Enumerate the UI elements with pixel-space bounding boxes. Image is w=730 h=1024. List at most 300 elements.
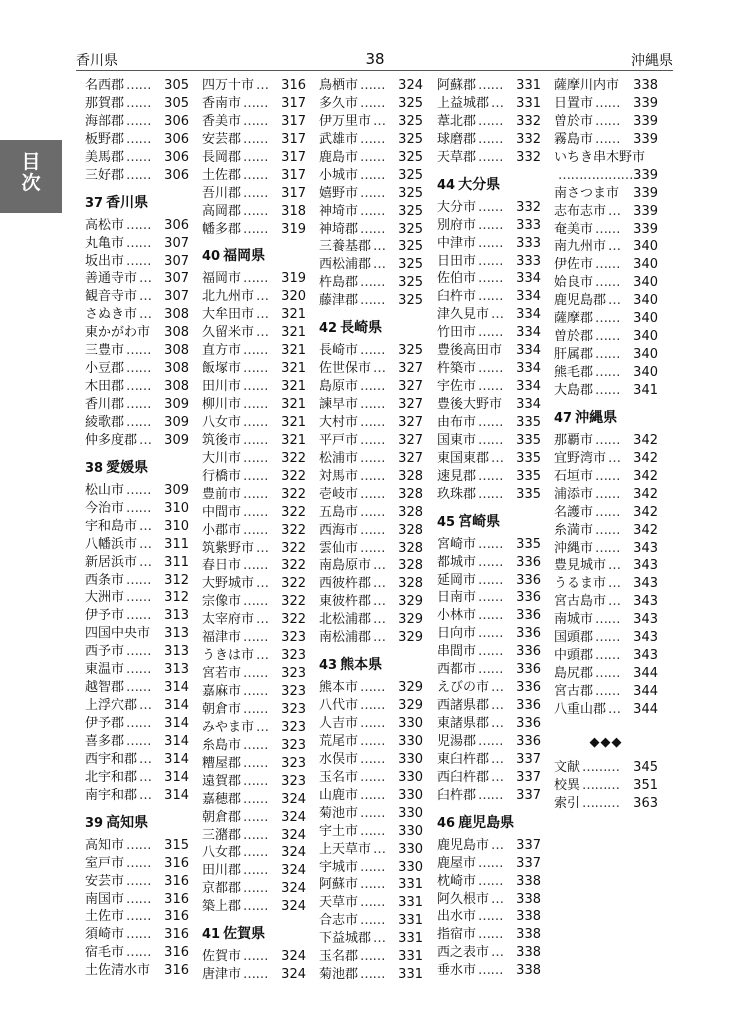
entry-page-number: 339	[633, 113, 658, 129]
toc-entry	[437, 944, 541, 962]
entry-page-number: 324	[281, 949, 306, 965]
entry-page-number: 334	[516, 343, 541, 359]
entry-page-number: 334	[516, 379, 541, 395]
toc-entry	[319, 876, 423, 894]
entry-page-number: 340	[633, 293, 658, 309]
toc-entry	[437, 414, 541, 432]
leader-dots: …	[491, 307, 504, 323]
leader-dots: ……	[595, 486, 620, 502]
entry-page-number: 343	[633, 648, 658, 664]
leader-dots: ……	[126, 131, 151, 147]
leader-dots: ……	[360, 185, 385, 201]
leader-dots: ……	[126, 217, 151, 233]
entry-name: 諫早市	[319, 397, 359, 412]
prefecture-name: 福岡県	[223, 248, 266, 265]
toc-entry	[437, 235, 541, 253]
toc-entry	[85, 306, 189, 324]
toc-entry	[202, 844, 306, 862]
leader-dots: ……	[478, 536, 503, 552]
prefecture-heading	[437, 509, 541, 536]
entry-page-number: 306	[164, 167, 189, 183]
entry-page-number: 323	[281, 666, 306, 682]
toc-entry	[437, 837, 541, 855]
entry-page-number: 319	[281, 221, 306, 237]
entry-page-number: 337	[516, 751, 541, 767]
leader-dots: ……	[243, 773, 268, 789]
entry-name: 宗像市	[202, 594, 242, 610]
leader-dots: ……	[126, 149, 151, 165]
toc-entry	[554, 450, 658, 468]
entry-name: 姶良市	[554, 275, 594, 291]
toc-entry	[437, 288, 541, 306]
entry-name: 福岡市	[202, 271, 242, 287]
entry-name: うきは市	[202, 648, 255, 664]
toc-entry	[437, 342, 541, 360]
prefecture-number: 38	[85, 460, 104, 476]
entry-page-number: 322	[281, 486, 306, 502]
entry-name: 唐津市	[202, 967, 242, 983]
entry-name: 中頭郡	[554, 648, 594, 664]
toc-entry	[319, 859, 423, 877]
leader-dots: ……	[360, 949, 385, 965]
entry-name: 石垣市	[554, 468, 594, 484]
entry-name: 北松浦郡	[319, 612, 372, 628]
entry-page-number: 329	[398, 630, 423, 646]
entry-name: 大川市	[202, 450, 242, 466]
leader-dots: ……	[243, 899, 268, 915]
entry-page-number: 324	[281, 791, 306, 807]
leader-dots: ……	[243, 881, 268, 897]
leader-dots: ……	[595, 347, 620, 363]
leader-dots: ……	[478, 325, 503, 341]
leader-dots: …	[373, 841, 386, 857]
entry-page-number: 322	[281, 594, 306, 610]
toc-entry	[319, 751, 423, 769]
entry-page-number: 312	[164, 572, 189, 588]
toc-entry	[437, 572, 541, 590]
entry-name: 葦北郡	[437, 113, 477, 129]
entry-page-number: 336	[516, 644, 541, 660]
toc-entry	[319, 468, 423, 486]
entry-name: 玖珠郡	[437, 486, 477, 502]
entry-name: 丸亀市	[85, 235, 125, 251]
entry-page-number: 308	[164, 379, 189, 395]
entry-page-number: 316	[164, 909, 189, 925]
entry-page-number: 330	[398, 716, 423, 731]
leader-dots: ……	[478, 289, 503, 305]
toc-entry	[85, 167, 189, 185]
entry-page-number: 321	[281, 414, 306, 430]
leader-dots: ……	[243, 343, 268, 359]
leader-dots: ……	[243, 167, 268, 183]
entry-page-number: 334	[516, 271, 541, 287]
entry-name: 東臼杵郡	[437, 751, 490, 767]
leader-dots: ……	[243, 185, 268, 201]
prefecture-heading	[437, 810, 541, 837]
toc-entry	[437, 661, 541, 679]
entry-name: 西臼杵郡	[437, 769, 490, 785]
entry-page-number: 330	[398, 859, 423, 875]
entry-page-number: 306	[164, 131, 189, 147]
entry-page-number: 331	[516, 78, 541, 93]
entry-name: 西諸県郡	[437, 698, 490, 714]
entry-name: 西松浦郡	[319, 257, 372, 273]
entry-page-number: 334	[516, 325, 541, 341]
entry-name: 薩摩郡	[554, 311, 594, 327]
entry-name: 南さつま市	[554, 185, 620, 201]
leader-dots: ……	[360, 895, 385, 911]
entry-name: 伊万里市	[319, 113, 372, 129]
header-rule	[76, 70, 673, 71]
leader-dots: ……	[126, 733, 151, 749]
leader-dots: ……	[360, 414, 385, 430]
entry-name: 大島郡	[554, 382, 594, 398]
toc-entry	[202, 131, 306, 149]
toc-entry	[437, 589, 541, 607]
entry-page-number: 323	[281, 648, 306, 664]
leader-dots: ……	[243, 863, 268, 879]
leader-dots: …	[139, 787, 152, 803]
leader-dots: ……	[478, 131, 503, 147]
entry-name: 嬉野市	[319, 185, 359, 201]
toc-entry	[437, 217, 541, 235]
entry-name: さぬき市	[85, 307, 138, 323]
toc-entry	[319, 715, 423, 733]
toc-entry	[437, 324, 541, 342]
toc-entry	[85, 500, 189, 518]
entry-name: 天草市	[319, 895, 359, 911]
prefecture-number: 45	[437, 514, 456, 530]
leader-dots: ……	[126, 891, 151, 907]
leader-dots: …	[139, 271, 152, 287]
leader-dots: ……	[595, 432, 620, 448]
entry-name: 大牟田市	[202, 307, 255, 323]
entry-name: 豊見城市	[554, 558, 607, 574]
entry-page-number: 343	[633, 612, 658, 628]
entry-name: 国東市	[437, 432, 477, 448]
toc-entry	[437, 962, 541, 980]
entry-name: 臼杵郡	[437, 787, 477, 803]
entry-name: 佐賀市	[202, 949, 242, 965]
entry-page-number: 328	[398, 540, 423, 556]
toc-entry	[554, 77, 658, 95]
leader-dots: ……	[595, 131, 620, 147]
entry-name: 朝倉市	[202, 701, 242, 717]
entry-page-number: 336	[516, 680, 541, 696]
entry-page-number: 322	[281, 522, 306, 538]
leader-dots: ……	[360, 751, 385, 767]
toc-entry	[202, 701, 306, 719]
entry-name: 下益城郡	[319, 931, 372, 947]
entry-page-number: 316	[164, 945, 189, 961]
leader-dots: ……	[360, 540, 385, 556]
entry-page-number: 329	[398, 594, 423, 610]
leader-dots: ……	[360, 733, 385, 749]
leader-dots: ……	[243, 827, 268, 843]
toc-entry	[554, 759, 658, 777]
entry-page-number: 307	[164, 235, 189, 251]
entry-page-number: 334	[516, 289, 541, 305]
leader-dots: …	[491, 891, 504, 907]
header-right-prefecture: 沖縄県	[631, 53, 673, 69]
toc-entry	[85, 288, 189, 306]
toc-entry	[554, 346, 658, 364]
entry-page-number: 316	[164, 891, 189, 907]
leader-dots: ……	[478, 554, 503, 570]
entry-page-number: 325	[398, 275, 423, 291]
entry-name: 神埼市	[319, 203, 359, 219]
entry-name: 東彼杵郡	[319, 594, 372, 610]
leader-dots: ……	[478, 909, 503, 925]
leader-dots: ……	[243, 737, 268, 753]
entry-page-number: 351	[633, 777, 658, 793]
leader-dots: ……	[243, 203, 268, 219]
toc-entry	[319, 274, 423, 292]
entry-page-number: 314	[164, 698, 189, 714]
toc-entry	[554, 593, 658, 611]
leader-dots: ……	[126, 397, 151, 412]
entry-page-number: 363	[633, 795, 658, 811]
entry-page-number: 314	[164, 716, 189, 731]
entry-name: 土佐清水市	[85, 963, 151, 979]
leader-dots: …	[256, 719, 269, 735]
entry-page-number: 331	[398, 877, 423, 893]
leader-dots: …	[139, 751, 152, 767]
entry-name: 糸満市	[554, 522, 594, 538]
leader-dots: ……	[126, 590, 151, 606]
leader-dots: ……	[126, 909, 151, 925]
entry-name: 島尻郡	[554, 666, 594, 682]
toc-entry	[202, 468, 306, 486]
toc-entry	[319, 966, 423, 984]
toc-entry	[85, 518, 189, 536]
entry-name: 天草郡	[437, 149, 477, 165]
entry-name: 飯塚市	[202, 361, 242, 377]
entry-name: 上天草市	[319, 841, 372, 857]
entry-name: 宇和島市	[85, 518, 138, 534]
toc-entry	[554, 777, 658, 795]
prefecture-number: 40	[202, 249, 221, 265]
toc-entry	[85, 751, 189, 769]
entry-page-number: 316	[164, 963, 189, 979]
entry-page-number: 343	[633, 630, 658, 646]
toc-entry	[202, 791, 306, 809]
leader-dots: …	[139, 536, 152, 552]
entry-page-number: 336	[516, 590, 541, 606]
entry-page-number: 338	[633, 78, 658, 93]
entry-page-number: 328	[398, 558, 423, 574]
entry-name: 肝属郡	[554, 347, 594, 363]
entry-name: 伊予郡	[85, 716, 125, 731]
toc-entry	[437, 360, 541, 378]
entry-page-number: 324	[281, 899, 306, 915]
entry-page-number: 340	[633, 347, 658, 363]
entry-page-number: 325	[398, 185, 423, 201]
entry-name: 多久市	[319, 95, 359, 111]
toc-entry	[85, 908, 189, 926]
entry-name: 八幡浜市	[85, 536, 138, 552]
toc-entry	[554, 221, 658, 239]
leader-dots: …	[491, 837, 504, 853]
leader-dots: ……	[595, 311, 620, 327]
entry-name: 長崎市	[319, 343, 359, 359]
entry-name: 遠賀郡	[202, 773, 242, 789]
leader-dots: …	[139, 307, 152, 323]
entry-page-number: 338	[516, 963, 541, 979]
entry-page-number: 330	[398, 841, 423, 857]
entry-name: 糸島市	[202, 737, 242, 753]
header-left-prefecture: 香川県	[76, 53, 118, 69]
entry-name: 佐伯市	[437, 271, 477, 287]
toc-entry	[554, 149, 658, 167]
leader-dots: ……	[478, 626, 503, 642]
toc-entry	[202, 270, 306, 288]
entry-page-number: 316	[164, 927, 189, 943]
toc-entry	[437, 643, 541, 661]
toc-entry	[85, 482, 189, 500]
toc-entry	[202, 342, 306, 360]
toc-entry	[85, 95, 189, 113]
entry-page-number: 333	[516, 235, 541, 251]
entry-name: 沖縄市	[554, 540, 594, 556]
entry-page-number: 329	[398, 698, 423, 714]
entry-page-number: 324	[281, 967, 306, 983]
toc-entry	[554, 382, 658, 400]
entry-name: 日田市	[437, 253, 477, 269]
leader-dots: …	[373, 558, 386, 574]
leader-dots: ……	[595, 257, 620, 273]
leader-dots: ……	[595, 540, 620, 556]
entry-page-number: 343	[633, 594, 658, 610]
toc-entry	[202, 203, 306, 221]
entry-name: 平戸市	[319, 432, 359, 448]
toc-entry	[437, 199, 541, 217]
toc-entry	[202, 221, 306, 239]
entry-name: 球磨郡	[437, 131, 477, 147]
toc-entry	[85, 378, 189, 396]
toc-entry	[554, 292, 658, 310]
leader-dots: ……	[360, 967, 385, 983]
toc-entry	[85, 926, 189, 944]
entry-name: 築上郡	[202, 899, 242, 915]
entry-name: 土佐郡	[202, 167, 242, 183]
toc-entry	[319, 256, 423, 274]
toc-entry	[202, 557, 306, 575]
entry-name: 熊本市	[319, 680, 359, 696]
toc-entry	[437, 536, 541, 554]
entry-name: 延岡市	[437, 572, 477, 588]
leader-dots: ……	[360, 468, 385, 484]
entry-page-number: 342	[633, 468, 658, 484]
toc-entry	[202, 773, 306, 791]
entry-page-number: 336	[516, 572, 541, 588]
entry-name: 玉名郡	[319, 949, 359, 965]
entry-page-number: 335	[516, 468, 541, 484]
leader-dots: ……	[478, 149, 503, 165]
toc-entry	[319, 557, 423, 575]
entry-name: 津久見市	[437, 307, 490, 323]
leader-dots: ……	[478, 432, 503, 448]
toc-entry	[85, 787, 189, 805]
toc-entry	[202, 611, 306, 629]
entry-page-number: 322	[281, 504, 306, 520]
leader-dots: …	[608, 576, 621, 592]
entry-page-number: 338	[516, 927, 541, 943]
entry-name: 三好郡	[85, 167, 125, 183]
toc-entry	[202, 665, 306, 683]
entry-page-number: 334	[516, 307, 541, 323]
leader-dots: …	[491, 751, 504, 767]
prefecture-heading	[202, 243, 306, 270]
entry-page-number: 308	[164, 325, 189, 341]
leader-dots: …	[256, 307, 269, 323]
toc-entry	[85, 554, 189, 572]
entry-page-number: 322	[281, 468, 306, 484]
leader-dots: …	[256, 648, 269, 664]
entry-name: 浦添市	[554, 486, 594, 502]
entry-page-number: 322	[281, 450, 306, 466]
entry-name: 板野郡	[85, 131, 125, 147]
leader-dots: ……	[478, 414, 503, 430]
toc-entry	[319, 522, 423, 540]
entry-page-number: 316	[164, 855, 189, 871]
leader-dots: ……	[478, 662, 503, 678]
entry-name: 小郡市	[202, 522, 242, 538]
entry-page-number: 337	[516, 837, 541, 853]
leader-dots: ……	[360, 379, 385, 395]
leader-dots: ……	[360, 149, 385, 165]
entry-page-number: 335	[516, 414, 541, 430]
entry-name: 宮若市	[202, 666, 242, 682]
entry-page-number: 339	[633, 221, 658, 237]
leader-dots: ……	[243, 791, 268, 807]
prefecture-name: 愛媛県	[106, 459, 149, 476]
leader-dots: …	[373, 113, 386, 129]
entry-name: 鳥栖市	[319, 78, 359, 93]
leader-dots: ……	[360, 203, 385, 219]
toc-entry	[437, 253, 541, 271]
entry-name: 室戸市	[85, 855, 125, 871]
entry-name: 須崎市	[85, 927, 125, 943]
leader-dots: ………	[582, 795, 620, 811]
toc-entry	[437, 149, 541, 167]
leader-dots: ……	[243, 684, 268, 699]
entry-name: 都城市	[437, 554, 477, 570]
entry-name: 観音寺市	[85, 289, 138, 305]
entry-name: 由布市	[437, 414, 477, 430]
leader-dots: ……	[243, 504, 268, 520]
toc-entry	[437, 769, 541, 787]
toc-entry	[319, 77, 423, 95]
leader-dots: ……	[126, 927, 151, 943]
leader-dots: ……	[595, 684, 620, 699]
leader-dots: ……	[243, 221, 268, 237]
toc-entry	[85, 77, 189, 95]
toc-entry	[554, 131, 658, 149]
entry-page-number: 338	[516, 873, 541, 889]
entry-name: 嘉麻市	[202, 684, 242, 699]
leader-dots: ……	[243, 379, 268, 395]
entry-page-number: 330	[398, 805, 423, 821]
leader-dots: …	[256, 612, 269, 628]
leader-dots: ……	[243, 967, 268, 983]
entry-page-number: 331	[516, 95, 541, 111]
toc-entry	[437, 468, 541, 486]
prefecture-number: 44	[437, 177, 456, 193]
toc-entry	[319, 611, 423, 629]
toc-entry	[437, 77, 541, 95]
entry-name: 宜野湾市	[554, 450, 607, 466]
